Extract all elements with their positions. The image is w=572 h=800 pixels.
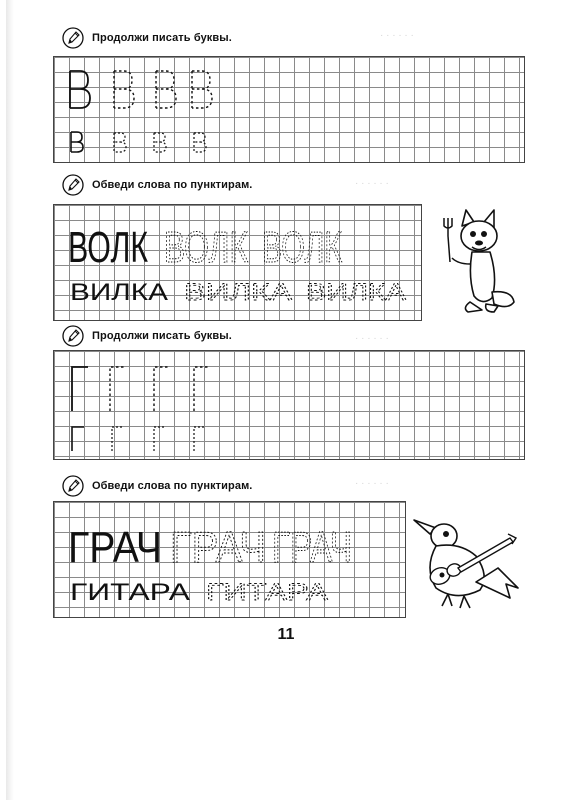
word-gitara-solid: ГИТАРА bbox=[70, 579, 190, 606]
word-grach-solid: ГРАЧ bbox=[68, 523, 162, 572]
word-gitara-dashed: ГИТАРА bbox=[206, 579, 328, 606]
letter-tracing-rows bbox=[54, 57, 524, 162]
letter-v-small-dashed bbox=[114, 133, 206, 152]
letter-v-small-solid bbox=[71, 132, 83, 152]
letter-g-large-dashed bbox=[110, 367, 210, 411]
writing-grid bbox=[53, 350, 525, 460]
instruction-text: Обведи слова по пунктирам. bbox=[92, 480, 253, 492]
page-binding-edge bbox=[6, 0, 14, 800]
pencil-icon bbox=[62, 325, 84, 347]
bleed-through-text: · · · · · · bbox=[355, 333, 389, 344]
letter-tracing-rows bbox=[54, 351, 524, 459]
word-grach-dashed: ГРАЧ bbox=[170, 523, 266, 572]
word-volk-solid: ВОЛК bbox=[68, 223, 149, 272]
writing-grid bbox=[53, 501, 406, 618]
rook-illustration bbox=[410, 512, 522, 612]
letter-g-small-dashed bbox=[112, 427, 206, 451]
writing-grid bbox=[53, 204, 422, 321]
word-grach-dashed: ГРАЧ bbox=[272, 523, 352, 572]
bleed-through-text: · · · · · · bbox=[355, 178, 389, 189]
letter-g-large-solid bbox=[72, 367, 88, 411]
word-volk-dashed: ВОЛК bbox=[262, 223, 343, 272]
pencil-icon bbox=[62, 475, 84, 497]
word-vilka-solid: ВИЛКА bbox=[70, 279, 168, 306]
wolf-illustration bbox=[432, 206, 522, 316]
word-vilka-dashed: ВИЛКА bbox=[306, 279, 406, 306]
letter-v-large-dashed bbox=[114, 71, 212, 108]
instruction-text: Продолжи писать буквы. bbox=[92, 330, 232, 342]
word-volk-dashed: ВОЛК bbox=[164, 223, 249, 272]
bleed-through-text: · · · · · · bbox=[355, 478, 389, 489]
letter-v-large-solid bbox=[70, 71, 90, 108]
instruction-row bbox=[62, 473, 252, 499]
bleed-through-text: · · · · · · bbox=[380, 30, 414, 41]
instruction-text: Обведи слова по пунктирам. bbox=[92, 179, 253, 191]
word-tracing-rows bbox=[54, 502, 405, 617]
instruction-row bbox=[62, 323, 232, 349]
writing-grid bbox=[53, 56, 525, 163]
instruction-row bbox=[62, 172, 252, 198]
word-tracing-rows bbox=[54, 205, 421, 320]
pencil-icon bbox=[62, 174, 84, 196]
instruction-text: Продолжи писать буквы. bbox=[92, 32, 232, 44]
instruction-row bbox=[62, 25, 232, 51]
page-number: 11 bbox=[277, 626, 295, 643]
word-vilka-dashed: ВИЛКА bbox=[184, 279, 292, 306]
pencil-icon bbox=[62, 27, 84, 49]
letter-g-small-solid bbox=[72, 427, 84, 451]
